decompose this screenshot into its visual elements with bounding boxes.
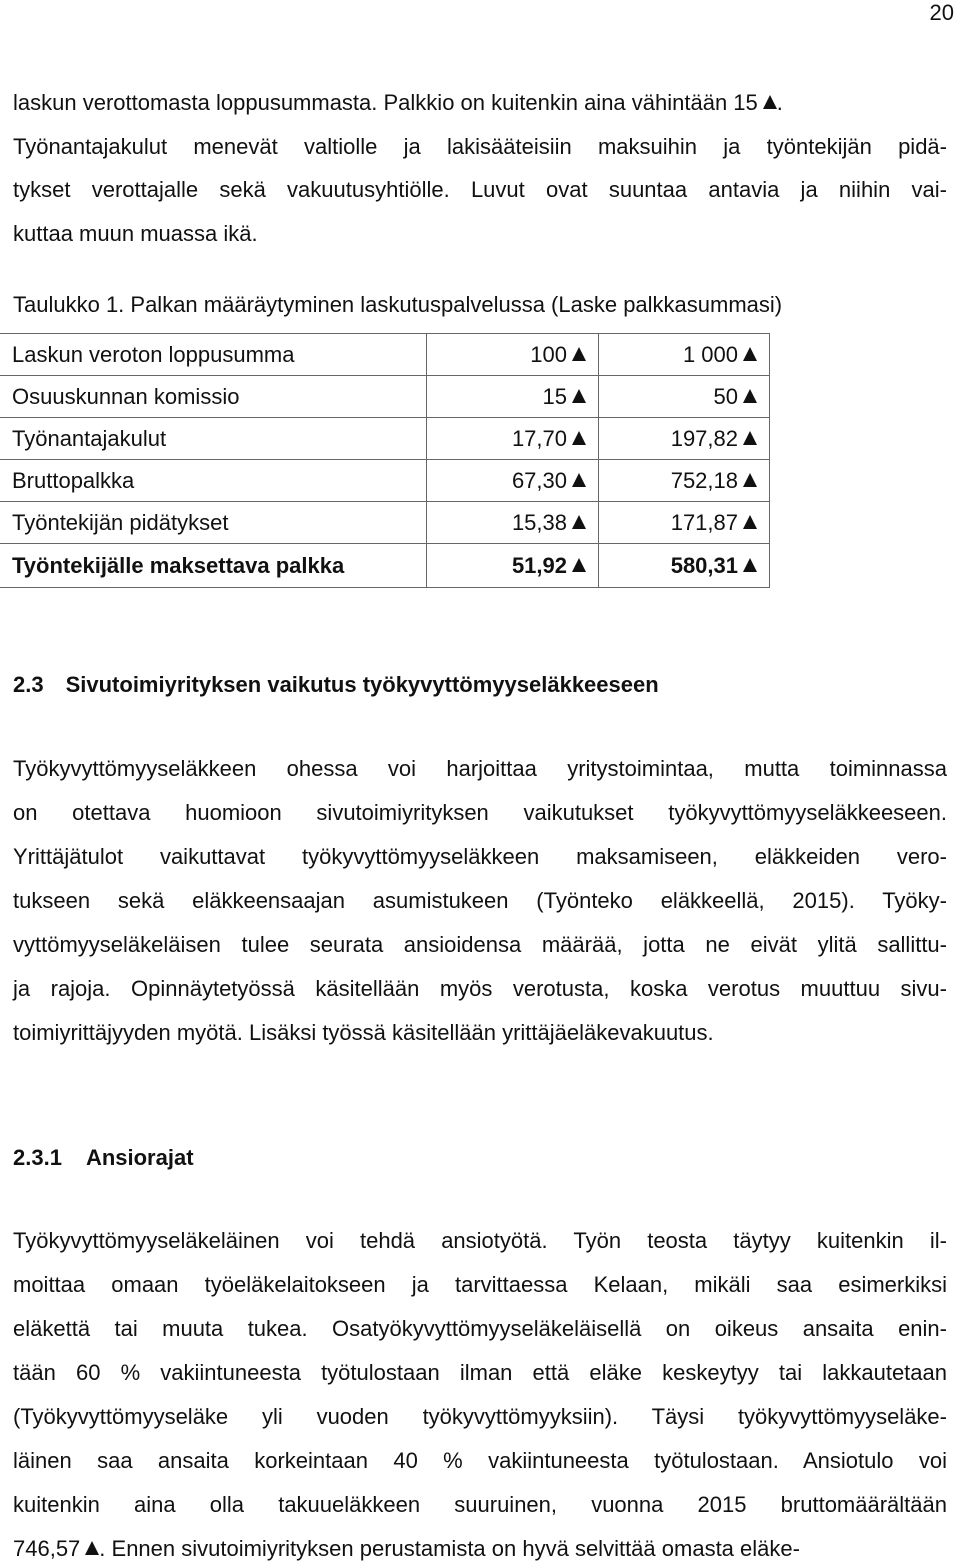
section-number: 2.3.1: [13, 1145, 62, 1170]
paragraph-line: Työkyvyttömyyseläkkeen ohessa voi harjoittaa yritystoimintaa, mutta toiminnassa: [13, 756, 947, 781]
paragraph-line: Työkyvyttömyyseläkeläinen voi tehdä ansiotyötä. Työn teosta täytyy kuitenkin il-: [13, 1228, 947, 1253]
paragraph-line: vyttömyyseläkeläisen tulee seurata ansioidensa määrää, jotta ne eivät ylitä sallittu-: [13, 932, 947, 957]
euro-icon: [743, 347, 757, 361]
row-value-1000: 50: [599, 376, 770, 418]
euro-icon: [743, 515, 757, 529]
euro-icon: [572, 431, 586, 445]
euro-icon: [572, 347, 586, 361]
section-heading-2-3-1: [13, 1143, 947, 1173]
table-caption: Taulukko 1. Palkan määräytyminen laskutuspalvelussa (Laske palkkasummasi): [13, 292, 783, 317]
section-title: Sivutoimiyrityksen vaikutus työkyvyttömyyseläkkeeseen: [65, 672, 659, 697]
row-label: Bruttopalkka: [0, 460, 427, 502]
row-label: Työnantajakulut: [0, 418, 427, 460]
paragraph-line: moittaa omaan työeläkelaitokseen ja tarvittaessa Kelaan, mikäli saa esimerkiksi: [13, 1272, 947, 1297]
row-label: Työntekijälle maksettava palkka: [0, 544, 427, 588]
intro-line-4: kuttaa muun muassa ikä.: [13, 221, 258, 246]
paragraph-line: tukseen sekä eläkkeensaajan asumistukeen (Työnteko eläkkeellä, 2015). Työky-: [13, 888, 947, 913]
paragraph-line: eläkettä tai muuta tukea. Osatyökyvyttömyyseläkeläisellä on oikeus ansaita enin-: [13, 1316, 947, 1341]
intro-line-1: laskun verottomasta loppusummasta. Palkkio on kuitenkin aina vähintään 15 .: [13, 90, 783, 115]
row-value-100: 51,92: [427, 544, 599, 588]
paragraph-line: läinen saa ansaita korkeintaan 40 % vakiintuneesta työtulostaan. Ansiotulo voi: [13, 1448, 947, 1473]
euro-icon: [572, 515, 586, 529]
euro-icon: [743, 389, 757, 403]
section-heading-2-3: [13, 670, 947, 700]
euro-icon: [572, 558, 586, 572]
paragraph-line: 746,57 . Ennen sivutoimiyrityksen perustamista on hyvä selvittää omasta eläke-: [13, 1536, 800, 1561]
row-value-100: 100: [427, 334, 599, 376]
euro-icon: [572, 389, 586, 403]
row-value-1000: 1 000: [599, 334, 770, 376]
row-label: Osuuskunnan komissio: [0, 376, 427, 418]
row-value-100: 15,38: [427, 502, 599, 544]
table-row: [0, 460, 770, 502]
paragraph-line: tään 60 % vakiintuneesta työtulostaan ilman että eläke keskeytyy tai lakkautetaan: [13, 1360, 947, 1385]
paragraph-line: kuitenkin aina olla takuueläkkeen suuruinen, vuonna 2015 bruttomäärältään: [13, 1492, 947, 1517]
row-label: Laskun veroton loppusumma: [0, 334, 427, 376]
row-value-1000: 752,18: [599, 460, 770, 502]
paragraph-line: toimiyrittäjyyden myötä. Lisäksi työssä käsitellään yrittäjäeläkevakuutus.: [13, 1020, 714, 1045]
euro-icon: [743, 473, 757, 487]
table-row: [0, 418, 770, 460]
table-row: [0, 334, 770, 376]
table-row: [0, 502, 770, 544]
section-title: Ansiorajat: [85, 1145, 194, 1170]
row-value-1000: 171,87: [599, 502, 770, 544]
paragraph-line: Yrittäjätulot vaikuttavat työkyvyttömyyseläkkeen maksamiseen, eläkkeiden vero-: [13, 844, 947, 869]
intro-line-2: Työnantajakulut menevät valtiolle ja lakisääteisiin maksuihin ja työntekijän pidä-: [13, 134, 947, 159]
row-label: Työntekijän pidätykset: [0, 502, 427, 544]
intro-line-3: tykset verottajalle sekä vakuutusyhtiölle. Luvut ovat suuntaa antavia ja niihin vai-: [13, 177, 947, 202]
paragraph-line: (Työkyvyttömyyseläke yli vuoden työkyvyttömyyksiin). Täysi työkyvyttömyyseläke-: [13, 1404, 947, 1429]
row-value-100: 67,30: [427, 460, 599, 502]
table-row: [0, 376, 770, 418]
euro-icon: [763, 95, 777, 109]
paragraph-line: ja rajoja. Opinnäytetyössä käsitellään myös verotusta, koska verotus muuttuu sivu-: [13, 976, 947, 1001]
row-value-100: 15: [427, 376, 599, 418]
euro-icon: [743, 558, 757, 572]
row-value-100: 17,70: [427, 418, 599, 460]
paragraph-line: on otettava huomioon sivutoimiyrityksen vaikutukset työkyvyttömyyseläkkeeseen.: [13, 800, 947, 825]
salary-table: [0, 333, 770, 588]
row-value-1000: 580,31: [599, 544, 770, 588]
euro-icon: [743, 431, 757, 445]
page-number: 20: [929, 0, 954, 25]
section-number: 2.3: [13, 672, 44, 697]
row-value-1000: 197,82: [599, 418, 770, 460]
euro-icon: [85, 1541, 99, 1555]
table-row-total: [0, 544, 770, 588]
euro-icon: [572, 473, 586, 487]
